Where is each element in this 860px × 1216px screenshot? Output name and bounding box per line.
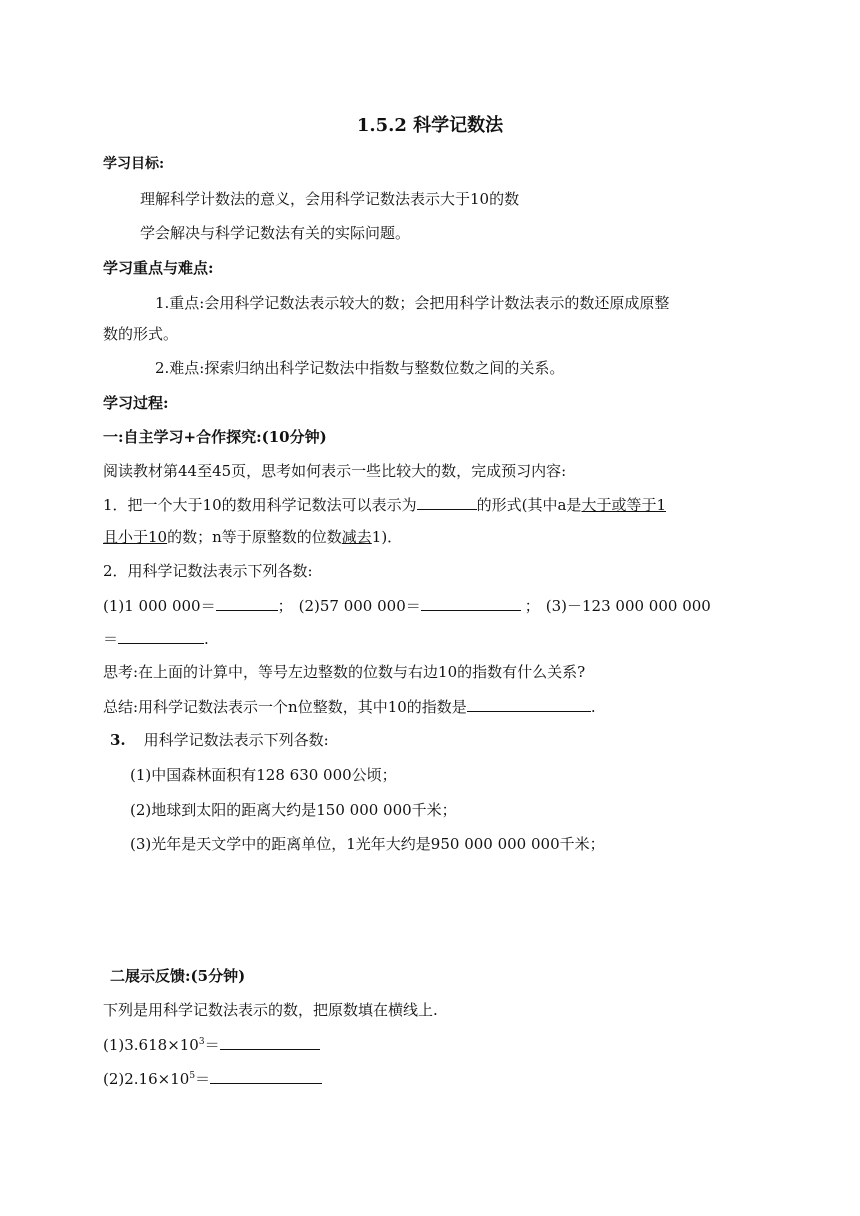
question-3-line	[110, 730, 329, 750]
feedback-item-2-exponent: 5	[189, 1071, 196, 1081]
question-2-separator: ；	[524, 597, 540, 615]
feedback-item-2	[103, 1068, 322, 1089]
summary-line	[103, 696, 596, 717]
question-3-item-3: (3)光年是天文学中的距离单位，1光年大约是950 000 000 000千米；	[130, 835, 605, 853]
question-3-item-2: (2)地球到太阳的距离大约是150 000 000千米；	[130, 801, 457, 819]
feedback-item-2-base: (2)2.16×10	[103, 1070, 190, 1088]
question-2-c-equals: ＝	[103, 630, 119, 648]
question-1-end: 1)．	[371, 528, 403, 546]
summary-text: 总结:用科学记数法表示一个n位整数，其中10的指数是	[103, 698, 467, 716]
summary-end: .	[590, 698, 596, 716]
objectives-heading: 学习目标:	[103, 156, 165, 172]
question-3-item-1: (1)中国森林面积有128 630 000公顷；	[130, 766, 397, 784]
question-2-label: 2．用科学记数法表示下列各数:	[103, 562, 313, 580]
key-point-1-line-2: 数的形式。	[103, 325, 179, 343]
key-point-2: 2.难点:探索归纳出科学记数法中指数与整数位数之间的关系。	[155, 359, 565, 377]
page-title: 1.5.2 科学记数法	[356, 115, 504, 136]
feedback-item-1-base: (1)3.618×10	[103, 1036, 199, 1054]
answer-blank[interactable]	[210, 1068, 322, 1084]
question-3-number: 3.	[110, 731, 126, 749]
feedback-item-1	[103, 1034, 320, 1055]
question-2-c: (3)－123 000 000 000	[545, 597, 711, 615]
answer-blank[interactable]	[216, 595, 278, 611]
question-2-a: (1)1 000 000＝	[103, 597, 216, 615]
feedback-heading: 二展示反馈:(5分钟)	[110, 967, 246, 985]
question-3-label: 用科学记数法表示下列各数:	[143, 731, 329, 749]
question-1-line-1	[103, 494, 666, 515]
question-2-separator: ；	[277, 597, 293, 615]
answer-blank[interactable]	[421, 595, 521, 611]
feedback-item-1-exponent: 3	[198, 1037, 205, 1047]
question-1-underlined-1: 大于或等于1	[581, 496, 666, 514]
question-2-b: (2)57 000 000＝	[298, 597, 421, 615]
key-points-heading: 学习重点与难点:	[103, 259, 214, 277]
question-1-mid-2: 的数；n等于原整数的位数	[167, 528, 342, 546]
answer-blank[interactable]	[118, 628, 204, 644]
answer-blank[interactable]	[417, 494, 477, 510]
feedback-item-2-equals: ＝	[195, 1070, 211, 1088]
objective-item-1: 理解科学计数法的意义，会用科学记数法表示大于10的数	[140, 190, 520, 208]
question-1-mid: 的形式(其中a是	[476, 496, 582, 514]
feedback-item-1-equals: ＝	[204, 1036, 220, 1054]
process-heading: 学习过程:	[103, 394, 169, 412]
question-1-underlined-3: 减去	[341, 528, 372, 546]
key-point-1-line-1: 1.重点:会用科学记数法表示较大的数；会把用科学计数法表示的数还原成原整	[155, 294, 670, 312]
question-2-line-2	[103, 628, 209, 649]
section-1-heading: 一:自主学习+合作探究:(10分钟)	[103, 428, 327, 446]
objective-item-2: 学会解决与科学记数法有关的实际问题。	[140, 224, 411, 242]
question-2-end: .	[204, 630, 209, 648]
question-1-underlined-2: 且小于10	[103, 528, 168, 546]
answer-blank[interactable]	[467, 696, 591, 712]
question-1-prefix: 1．把一个大于10的数用科学记数法可以表示为	[103, 496, 417, 514]
question-2-line-1	[103, 595, 711, 616]
question-1-line-2	[103, 527, 402, 547]
section-1-intro: 阅读教材第44至45页，思考如何表示一些比较大的数，完成预习内容:	[103, 462, 567, 480]
answer-blank[interactable]	[220, 1034, 320, 1050]
think-prompt: 思考:在上面的计算中，等号左边整数的位数与右边10的指数有什么关系?	[103, 663, 586, 681]
feedback-intro: 下列是用科学记数法表示的数，把原数填在横线上.	[103, 1001, 438, 1019]
